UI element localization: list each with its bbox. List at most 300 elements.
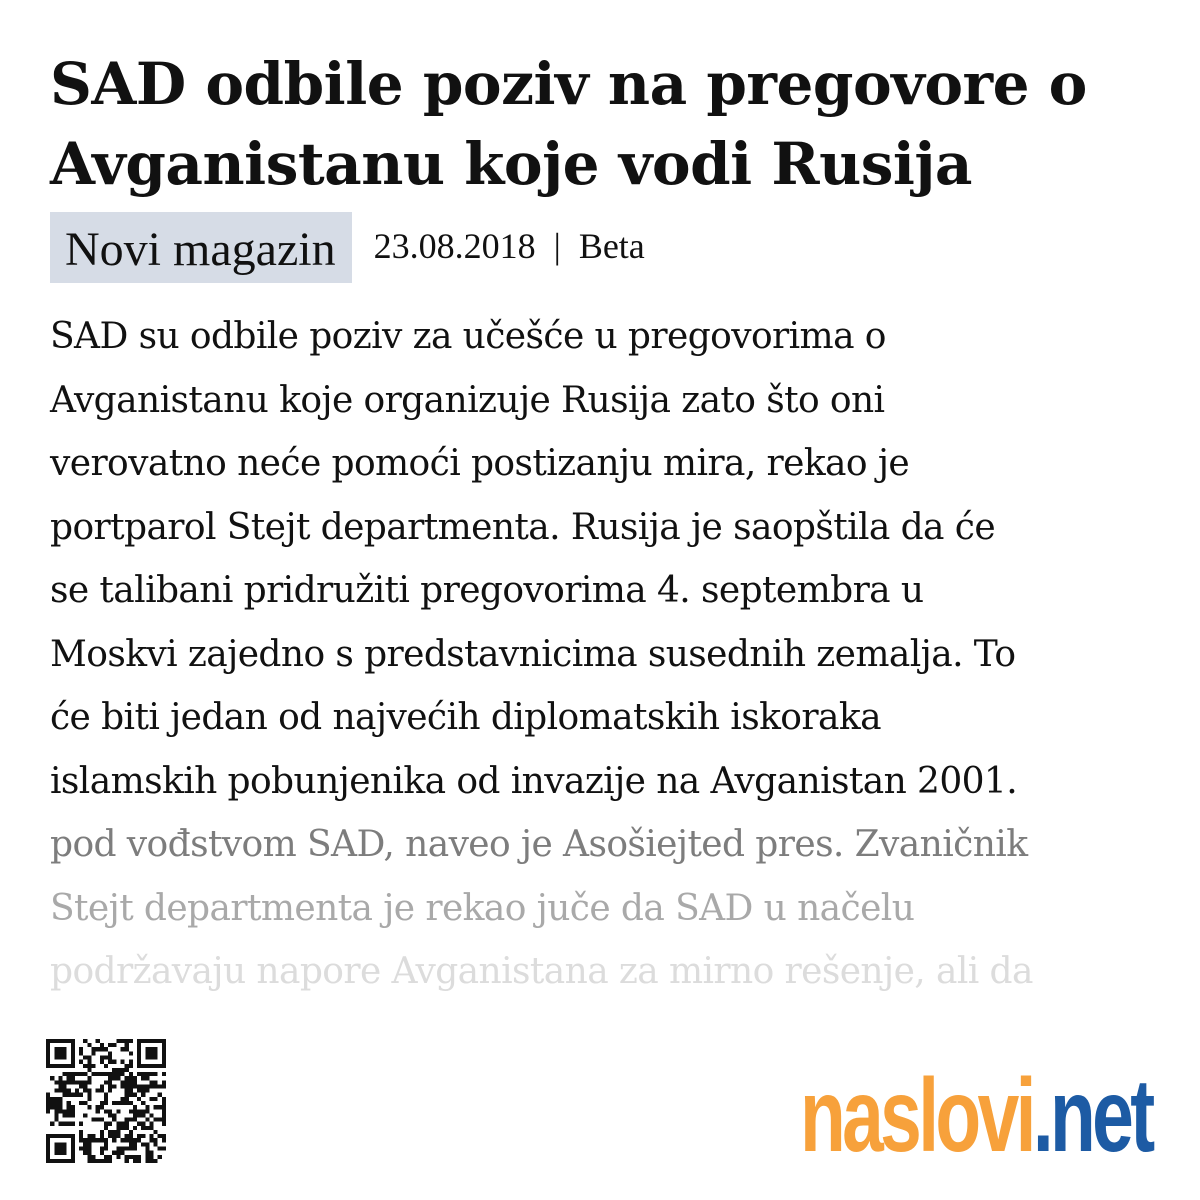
qr-module	[54, 1064, 58, 1068]
qr-module	[54, 1101, 58, 1105]
qr-module	[120, 1126, 124, 1130]
qr-module	[71, 1055, 75, 1059]
qr-module	[129, 1134, 133, 1138]
qr-module	[137, 1051, 141, 1055]
qr-module	[79, 1147, 83, 1151]
qr-module	[129, 1101, 133, 1105]
qr-module	[137, 1084, 141, 1088]
qr-module	[54, 1055, 58, 1059]
qr-module	[154, 1051, 158, 1055]
qr-module	[71, 1080, 75, 1084]
qr-module	[141, 1089, 145, 1093]
qr-module	[87, 1064, 91, 1068]
qr-module	[87, 1134, 91, 1138]
qr-module	[116, 1151, 120, 1155]
qr-module	[162, 1122, 166, 1126]
qr-module	[100, 1118, 104, 1122]
qr-module	[108, 1113, 112, 1117]
qr-module	[71, 1159, 75, 1163]
qr-module	[58, 1097, 62, 1101]
qr-module	[63, 1039, 67, 1043]
qr-module	[46, 1155, 50, 1159]
body-line: Stejt departmenta je rekao juče da SAD u načelu	[50, 887, 915, 929]
qr-module	[79, 1134, 83, 1138]
meta-separator: |	[553, 226, 561, 266]
qr-module	[133, 1142, 137, 1146]
qr-module	[46, 1051, 50, 1055]
qr-module	[158, 1105, 162, 1109]
qr-module	[141, 1109, 145, 1113]
qr-module	[141, 1113, 145, 1117]
qr-module	[162, 1060, 166, 1064]
qr-module	[154, 1072, 158, 1076]
qr-module	[67, 1064, 71, 1068]
qr-module	[149, 1072, 153, 1076]
qr-module	[154, 1142, 158, 1146]
qr-module	[133, 1147, 137, 1151]
qr-module	[67, 1039, 71, 1043]
qr-module	[100, 1105, 104, 1109]
qr-module	[46, 1097, 50, 1101]
qr-module	[129, 1093, 133, 1097]
qr-module	[67, 1089, 71, 1093]
qr-module	[104, 1142, 108, 1146]
body-line: SAD su odbile poziv za učešće u pregovorima o	[50, 316, 886, 357]
source-badge[interactable]: Novi magazin	[50, 212, 352, 283]
qr-module	[67, 1122, 71, 1126]
qr-module	[63, 1084, 67, 1088]
qr-module	[100, 1151, 104, 1155]
qr-module	[120, 1068, 124, 1072]
qr-module	[83, 1147, 87, 1151]
qr-module	[92, 1047, 96, 1051]
qr-module	[71, 1064, 75, 1068]
qr-module	[92, 1134, 96, 1138]
qr-module	[112, 1084, 116, 1088]
qr-module	[92, 1072, 96, 1076]
qr-code-icon	[46, 1038, 166, 1164]
article-body	[50, 305, 1160, 1004]
qr-module	[112, 1151, 116, 1155]
qr-module	[129, 1130, 133, 1134]
qr-module	[145, 1064, 149, 1068]
qr-module	[83, 1080, 87, 1084]
qr-module	[54, 1097, 58, 1101]
qr-module	[162, 1080, 166, 1084]
qr-module	[71, 1147, 75, 1151]
qr-module	[116, 1147, 120, 1151]
qr-module	[87, 1138, 91, 1142]
article-meta	[50, 212, 645, 283]
qr-module	[145, 1047, 149, 1051]
qr-module	[162, 1051, 166, 1055]
qr-module	[149, 1122, 153, 1126]
qr-module	[120, 1122, 124, 1126]
qr-module	[158, 1118, 162, 1122]
qr-module	[154, 1080, 158, 1084]
qr-module	[83, 1072, 87, 1076]
qr-module	[129, 1060, 133, 1064]
qr-module	[71, 1076, 75, 1080]
qr-module	[104, 1097, 108, 1101]
qr-module	[83, 1101, 87, 1105]
qr-module	[83, 1039, 87, 1043]
qr-module	[120, 1060, 124, 1064]
qr-module	[125, 1043, 129, 1047]
qr-module	[108, 1060, 112, 1064]
qr-module	[100, 1084, 104, 1088]
qr-module	[129, 1051, 133, 1055]
qr-module	[145, 1142, 149, 1146]
qr-module	[54, 1151, 58, 1155]
body-line: portparol Stejt departmenta. Rusija je saopštila da će	[50, 506, 996, 548]
qr-module	[116, 1155, 120, 1159]
qr-module	[116, 1122, 120, 1126]
qr-module	[112, 1072, 116, 1076]
qr-module	[158, 1039, 162, 1043]
qr-module	[54, 1051, 58, 1055]
qr-module	[71, 1051, 75, 1055]
qr-module	[46, 1105, 50, 1109]
naslovi-net-logo[interactable]	[800, 1058, 1152, 1174]
qr-module	[100, 1101, 104, 1105]
qr-module	[100, 1138, 104, 1142]
qr-module	[112, 1113, 116, 1117]
qr-module	[141, 1039, 145, 1043]
qr-module	[137, 1089, 141, 1093]
body-line: podržavaju napore Avganistana za mirno rešenje, ali da	[50, 951, 1033, 992]
qr-module	[71, 1105, 75, 1109]
qr-module	[154, 1105, 158, 1109]
qr-module	[141, 1093, 145, 1097]
qr-module	[104, 1101, 108, 1105]
qr-module	[87, 1089, 91, 1093]
qr-module	[108, 1089, 112, 1093]
qr-module	[162, 1109, 166, 1113]
qr-module	[83, 1089, 87, 1093]
qr-module	[58, 1134, 62, 1138]
qr-module	[125, 1080, 129, 1084]
qr-module	[67, 1080, 71, 1084]
qr-module	[125, 1076, 129, 1080]
qr-module	[100, 1130, 104, 1134]
qr-module	[50, 1159, 54, 1163]
qr-module	[137, 1055, 141, 1059]
qr-module	[87, 1105, 91, 1109]
qr-module	[116, 1068, 120, 1072]
qr-module	[79, 1138, 83, 1142]
qr-module	[58, 1051, 62, 1055]
qr-module	[46, 1039, 50, 1043]
qr-module	[46, 1064, 50, 1068]
qr-module	[133, 1084, 137, 1088]
qr-module	[108, 1084, 112, 1088]
qr-module	[145, 1084, 149, 1088]
qr-module	[71, 1109, 75, 1113]
qr-module	[58, 1147, 62, 1151]
qr-module	[125, 1039, 129, 1043]
qr-module	[100, 1134, 104, 1138]
qr-module	[67, 1076, 71, 1080]
qr-module	[100, 1147, 104, 1151]
qr-module	[96, 1039, 100, 1043]
qr-module	[116, 1039, 120, 1043]
qr-module	[129, 1155, 133, 1159]
qr-module	[145, 1151, 149, 1155]
qr-module	[149, 1097, 153, 1101]
qr-module	[46, 1138, 50, 1142]
qr-module	[104, 1055, 108, 1059]
qr-module	[145, 1155, 149, 1159]
qr-module	[63, 1072, 67, 1076]
qr-module	[162, 1039, 166, 1043]
qr-module	[125, 1064, 129, 1068]
qr-module	[58, 1105, 62, 1109]
qr-module	[58, 1055, 62, 1059]
qr-module	[120, 1151, 124, 1155]
qr-module	[54, 1159, 58, 1163]
qr-module	[162, 1084, 166, 1088]
qr-module	[133, 1080, 137, 1084]
qr-module	[125, 1122, 129, 1126]
qr-module	[100, 1047, 104, 1051]
qr-module	[108, 1076, 112, 1080]
qr-module	[79, 1072, 83, 1076]
qr-module	[54, 1113, 58, 1117]
qr-module	[100, 1089, 104, 1093]
qr-module	[133, 1113, 137, 1117]
qr-module	[67, 1101, 71, 1105]
article-title: SAD odbile poziv na pregovore o Avganistanu koje vodi Rusija	[50, 50, 1087, 198]
qr-module	[108, 1055, 112, 1059]
qr-module	[149, 1138, 153, 1142]
logo-part-naslovi: naslovi	[800, 1058, 1033, 1174]
qr-module	[141, 1076, 145, 1080]
qr-module	[63, 1134, 67, 1138]
qr-module	[108, 1159, 112, 1163]
qr-module	[162, 1047, 166, 1051]
qr-module	[120, 1039, 124, 1043]
qr-module	[149, 1113, 153, 1117]
qr-module	[50, 1134, 54, 1138]
qr-module	[63, 1159, 67, 1163]
qr-module	[96, 1109, 100, 1113]
qr-module	[50, 1097, 54, 1101]
qr-module	[116, 1101, 120, 1105]
qr-module	[133, 1109, 137, 1113]
qr-module	[104, 1064, 108, 1068]
qr-module	[125, 1126, 129, 1130]
qr-module	[104, 1122, 108, 1126]
qr-module	[112, 1138, 116, 1142]
qr-module	[96, 1089, 100, 1093]
qr-module	[141, 1101, 145, 1105]
qr-module	[133, 1076, 137, 1080]
qr-module	[58, 1151, 62, 1155]
qr-module	[50, 1039, 54, 1043]
qr-module	[75, 1093, 79, 1097]
qr-module	[87, 1097, 91, 1101]
qr-module	[145, 1118, 149, 1122]
qr-module	[79, 1047, 83, 1051]
qr-module	[75, 1089, 79, 1093]
qr-module	[87, 1159, 91, 1163]
qr-module	[71, 1093, 75, 1097]
qr-module	[104, 1138, 108, 1142]
qr-module	[100, 1072, 104, 1076]
qr-module	[58, 1047, 62, 1051]
qr-module	[125, 1047, 129, 1051]
qr-module	[71, 1134, 75, 1138]
qr-module	[79, 1060, 83, 1064]
qr-module	[108, 1072, 112, 1076]
qr-module	[149, 1080, 153, 1084]
qr-module	[162, 1138, 166, 1142]
qr-module	[162, 1043, 166, 1047]
qr-module	[71, 1113, 75, 1117]
qr-module	[79, 1080, 83, 1084]
qr-module	[125, 1097, 129, 1101]
qr-module	[63, 1051, 67, 1055]
qr-module	[137, 1097, 141, 1101]
qr-module	[100, 1060, 104, 1064]
qr-module	[129, 1118, 133, 1122]
qr-module	[100, 1159, 104, 1163]
qr-module	[112, 1043, 116, 1047]
qr-module	[92, 1118, 96, 1122]
qr-module	[83, 1151, 87, 1155]
logo-part-net: .net	[1032, 1058, 1152, 1174]
qr-module	[149, 1126, 153, 1130]
qr-module	[125, 1089, 129, 1093]
body-line: će biti jedan od najvećih diplomatskih iskoraka	[50, 697, 881, 738]
qr-module	[145, 1072, 149, 1076]
qr-module	[63, 1080, 67, 1084]
qr-module	[54, 1134, 58, 1138]
qr-module	[50, 1105, 54, 1109]
qr-module	[54, 1142, 58, 1146]
qr-module	[141, 1072, 145, 1076]
qr-module	[162, 1147, 166, 1151]
qr-module	[108, 1080, 112, 1084]
qr-module	[71, 1047, 75, 1051]
qr-module	[46, 1134, 50, 1138]
qr-module	[137, 1155, 141, 1159]
qr-module	[145, 1159, 149, 1163]
qr-module	[75, 1080, 79, 1084]
qr-module	[129, 1076, 133, 1080]
qr-module	[67, 1134, 71, 1138]
qr-module	[125, 1093, 129, 1097]
qr-module	[46, 1093, 50, 1097]
qr-module	[112, 1101, 116, 1105]
qr-module	[137, 1060, 141, 1064]
qr-module	[120, 1072, 124, 1076]
qr-module	[50, 1076, 54, 1080]
qr-module	[50, 1122, 54, 1126]
qr-module	[149, 1047, 153, 1051]
qr-module	[50, 1101, 54, 1105]
qr-module	[129, 1064, 133, 1068]
qr-module	[87, 1043, 91, 1047]
qr-module	[158, 1084, 162, 1088]
qr-module	[96, 1138, 100, 1142]
qr-module	[96, 1105, 100, 1109]
qr-module	[54, 1089, 58, 1093]
qr-module	[149, 1055, 153, 1059]
qr-module	[79, 1084, 83, 1088]
qr-module	[104, 1147, 108, 1151]
qr-module	[58, 1122, 62, 1126]
qr-module	[125, 1118, 129, 1122]
qr-module	[145, 1089, 149, 1093]
qr-module	[137, 1109, 141, 1113]
qr-module	[54, 1147, 58, 1151]
qr-module	[92, 1159, 96, 1163]
qr-module	[158, 1147, 162, 1151]
qr-module	[149, 1064, 153, 1068]
qr-module	[46, 1109, 50, 1113]
qr-module	[87, 1155, 91, 1159]
qr-module	[96, 1159, 100, 1163]
qr-module	[83, 1113, 87, 1117]
qr-module	[129, 1089, 133, 1093]
qr-module	[116, 1130, 120, 1134]
qr-module	[158, 1064, 162, 1068]
qr-module	[154, 1055, 158, 1059]
qr-module	[162, 1134, 166, 1138]
qr-module	[158, 1134, 162, 1138]
qr-module	[58, 1101, 62, 1105]
qr-module	[79, 1130, 83, 1134]
qr-module	[141, 1084, 145, 1088]
qr-module	[145, 1147, 149, 1151]
qr-module	[100, 1055, 104, 1059]
qr-module	[145, 1076, 149, 1080]
qr-module	[63, 1047, 67, 1051]
qr-module	[54, 1039, 58, 1043]
qr-module	[112, 1130, 116, 1134]
qr-module	[125, 1134, 129, 1138]
qr-module	[125, 1159, 129, 1163]
qr-module	[133, 1138, 137, 1142]
qr-module	[116, 1076, 120, 1080]
qr-module	[129, 1084, 133, 1088]
qr-module	[67, 1072, 71, 1076]
qr-module	[67, 1109, 71, 1113]
qr-module	[154, 1130, 158, 1134]
qr-module	[63, 1147, 67, 1151]
qr-module	[162, 1113, 166, 1117]
qr-module	[108, 1122, 112, 1126]
qr-module	[63, 1064, 67, 1068]
qr-module	[162, 1105, 166, 1109]
qr-module	[96, 1072, 100, 1076]
qr-module	[125, 1084, 129, 1088]
qr-module	[129, 1039, 133, 1043]
qr-module	[158, 1093, 162, 1097]
qr-module	[67, 1159, 71, 1163]
qr-module	[141, 1126, 145, 1130]
qr-module	[154, 1138, 158, 1142]
qr-module	[87, 1068, 91, 1072]
body-line: islamskih pobunjenika od invazije na Avganistan 2001.	[50, 760, 1018, 802]
qr-module	[162, 1055, 166, 1059]
qr-module	[154, 1047, 158, 1051]
qr-module	[58, 1039, 62, 1043]
qr-module	[108, 1051, 112, 1055]
body-line: Avganistanu koje organizuje Rusija zato što oni	[50, 379, 885, 421]
